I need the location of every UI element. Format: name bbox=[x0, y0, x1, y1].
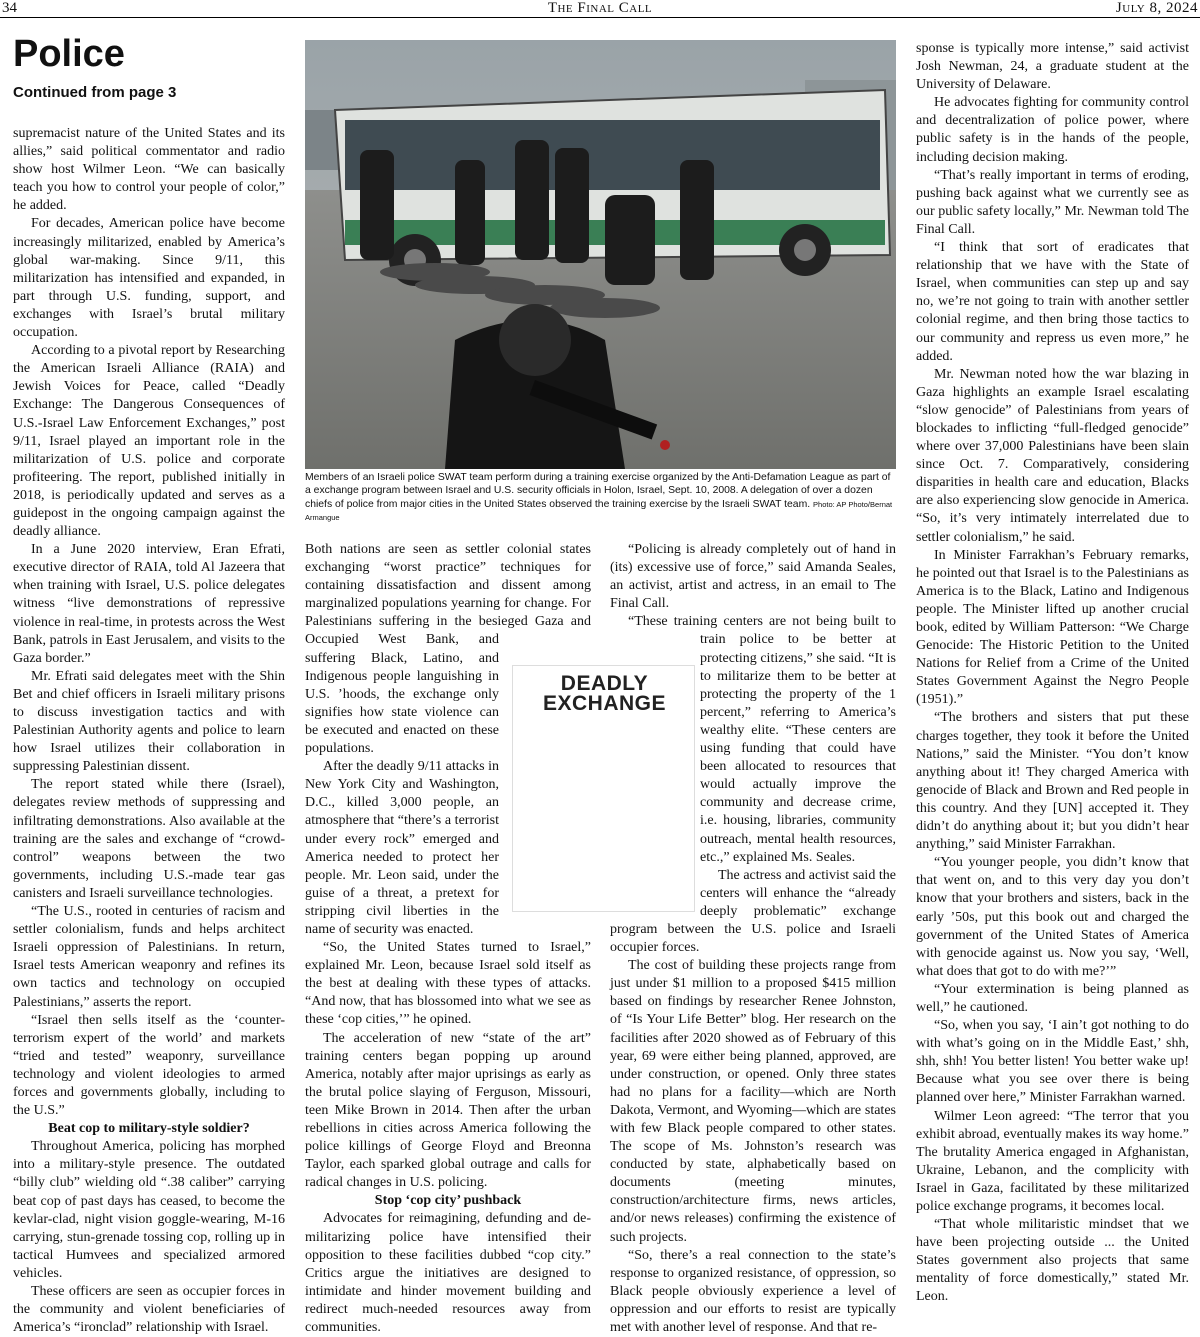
report-title-line-1: DEADLY bbox=[560, 672, 649, 695]
paragraph: “Israel then sells itself as the ‘counter-terrorism expert of the world’ and markets “tried and tested” weaponry, surveillance technology and violent ideologies to armed forces and governments globally, including to the U.S.” bbox=[13, 1012, 285, 1119]
issue-date: July 8, 2024 bbox=[1115, 0, 1198, 16]
report-cover-title bbox=[513, 674, 696, 714]
paragraph: The acceleration of new “state of the art” training centers began popping up around America, notably after major uprisings as early as the brutal police slaying of Ferguson, Missouri, teen Mike Brown in 2014. Then after the urban rebellions in cities across America following the police killings of George Floyd and Breonna Taylor, each sparked global outrage and calls for radical changes in U.S. policing. bbox=[305, 1030, 591, 1191]
paragraph: According to a pivotal report by Researching the American Israeli Alliance (RAIA) and Jewish Voices for Peace, called “Deadly Exchange: The Dangerous Consequences of U.S.-Israel Law Enforcement Exchanges,” post 9/11, Israel played an important role in the militarization of U.S. police and corporate profiteering. The report, published initially in 2018, is periodically updated and serves as a guidepost in the ongoing campaign against the deadly alliance. bbox=[13, 343, 285, 540]
paragraph: “The brothers and sisters that put these charges together, they took it before the United Nations,” said the Minister. “You don’t know anything about it! They charged America with genocide of Black and Brown and Red people in this country. And they [UN] accepted it. They didn’t do anything about it; but you didn’t hear anything,” said Minister Farrakhan. bbox=[916, 710, 1189, 853]
paragraph: The cost of building these projects range from just under $1 million to a proposed $415 million based on findings by researcher Renee Johnston, of “Is Your Life Better” blog. Her research on the facilities after 2020 showed as of February of this year, 69 were either being planned, approved, are under construction, or opened. Only three states had no plans for a facility—which are North Dakota, Vermont, and Wyoming—which are states with few Black people compared to other states. The scope of Ms. Johnston’s research was conducted by state, alphabetically based on documents (meeting minutes, construction/architecture firms, news articles, and/or news releases) confirming the existence of such projects. bbox=[610, 958, 896, 1245]
paragraph: Mr. Newman noted how the war blazing in Gaza highlights an example Israel escalating “slow genocide” of Palestinians from years of blockades to inflicting “full-fledged genocide” where over 37,000 Palestinians have been slain since Oct. 7. Comparatively, considering disparities in health care and education, Blacks are also experiencing slow genocide in America. “So, it’s very intimately interrelated due to settler colonialism,” he said. bbox=[916, 366, 1189, 545]
paragraph: “Your extermination is being planned as well,” he cautioned. bbox=[916, 981, 1189, 1015]
report-title-line-2: EXCHANGE bbox=[542, 692, 667, 715]
paragraph: The actress and activist said the centers will enhance the “already deeply problematic” exchange program between the U.S. police and Israeli occupier forces. bbox=[610, 867, 896, 956]
paragraph: “These training centers are not being built to train police to be better at protecting citizens,” she said. “It is to militarize them to be better at protecting the property of the 1 percent,” referring to America’s wealthy elite. “These centers are using funding that could have been allocated to resources that would actually improve the community and decrease crime, i.e. housing, libraries, community outreach, mental health resources, etc.,” explained Ms. Seales. bbox=[628, 614, 896, 865]
paragraph: “The U.S., rooted in centuries of racism and settler colonialism, funds and helps architect Israeli oppression of Palestinians. In return, Israel tests American weaponry and refines its own tactics and technology on occupied Palestinians,” asserts the report. bbox=[13, 904, 285, 1010]
caption-text: Members of an Israeli police SWAT team perform during a training exercise organized by the Anti-Defamation League as part of a exchange program between Israel and U.S. security officials in Holon, Israel, Sept. 10, 2008. A delegation of over a dozen chiefs of police from major cities in the United States observed the training exercise by the Israeli SWAT team. bbox=[305, 472, 891, 510]
section-heading: Police bbox=[13, 33, 125, 75]
paragraph: “That whole militaristic mindset that we have been projecting outside ... the United States government also projects that same mentality of force domestically,” stated Mr. Leon. bbox=[916, 1217, 1189, 1305]
paragraph: Both nations are seen as settler colonial states exchanging “worst practice” techniques for containing dissatisfaction and dissent among marginalized populations yearning for change. For Palestinians suffering in the besieged Gaza and Occupied West Bank, and suffering Black, Latino, and Indigenous people languishing in U.S. ’hoods, the exchange only signifies how state violence can be executed and enacted on these populations. bbox=[305, 542, 591, 757]
paragraph: “So, when you say, ‘I ain’t got nothing to do with what’s going on in the Middle East,’ shh, shh, shh! You better listen! You better wake up! Because what you see over there is being planned over here,” Minister Farrakhan warned. bbox=[916, 1018, 1189, 1106]
paragraph: “You younger people, you didn’t know that that went on, and to this very day you don’t know that your brothers and sisters, back in the early ’50s, put this book out and charged the government of the United States of America with genocide against us. Now you say, ‘Well, what does that got to do with me?’” bbox=[916, 855, 1189, 979]
deadly-exchange-report-cover bbox=[512, 665, 695, 912]
paragraph: “I think that sort of eradicates that relationship that we have with the State of Israel, when communities can step up and say no, we’re not going to train with another settler colonial regime, and then bring those tactics to our community and repress us even more,” he added. bbox=[916, 240, 1189, 364]
paragraph: For decades, American police have become increasingly militarized, enabled by America’s global war-making. Since 9/11, this militarization has intensified and expanded, in part through U.S. funding, support, and exchanges with Israel’s brutal military occupation. bbox=[13, 216, 285, 341]
paragraph: “So, the United States turned to Israel,” explained Mr. Leon, because Israel sold itself as the best at dealing with these types of attacks. “And now, that has blossomed into what we see as these ‘cop cities,’” he opined. bbox=[305, 940, 591, 1028]
page-number: 34 bbox=[2, 0, 17, 16]
paragraph: Advocates for reimagining, defunding and de-militarizing police have intensified their opposition to these facilities dubbed “cop city.” Critics argue the initiatives are designed to intimidate and hinder movement building and redirect much-needed resources away from communities. bbox=[305, 1211, 591, 1336]
paragraph: Mr. Efrati said delegates meet with the Shin Bet and chief officers in Israeli military prisons to discuss investigation tactics and with Palestinian Authority agents and police to learn how Israel utilizes their collaboration in suppressing Palestinian dissent. bbox=[13, 668, 285, 775]
article-column-4 bbox=[916, 40, 1189, 1305]
swat-training-photo bbox=[305, 40, 896, 469]
paragraph: “So, there’s a real connection to the state’s response to organized resistance, of oppression, so Black people obviously experience a level of oppression and our efforts to resist are typically met with another level of response. And that re- bbox=[610, 1247, 896, 1336]
continued-label: Continued from page 3 bbox=[13, 84, 177, 101]
paragraph: In a June 2020 interview, Eran Efrati, executive director of RAIA, told Al Jazeera that when training with Israel, U.S. police delegates witness “live demonstrations of repressive violence in real-time, in protests across the West Bank, patrols in East Jerusalem, and visits to the Gaza border.” bbox=[13, 542, 285, 666]
paragraph: sponse is typically more intense,” said activist Josh Newman, 24, a graduate student at the University of Delaware. bbox=[916, 41, 1189, 93]
page-header bbox=[0, 0, 1200, 18]
article-column-1 bbox=[13, 125, 285, 1336]
article-column-2 bbox=[305, 541, 591, 1336]
paragraph: In Minister Farrakhan’s February remarks, he pointed out that Israel is to the Palestinians as America is to the Black, Latino and Indigenous people. The Minister lifted up another crucial book, edited by William Patterson: “We Charge Genocide: The Historic Petition to the United Nations for Relief from a Crime of the United States Government Against the Negro People (1951).” bbox=[916, 547, 1189, 708]
paragraph: “That’s really important in terms of eroding, pushing back against what we currently see as our public safety locally,” Mr. Newman told The Final Call. bbox=[916, 167, 1189, 237]
photo-credit: Photo: AP Photo/Bernat Armangue bbox=[305, 499, 893, 522]
paragraph: The report stated while there (Israel), delegates review methods of suppressing and infiltrating demonstrations. Also available at the training are the sales and exchange of “crowd-control” weapons between the two governments, including U.S.-made tear gas canisters and Israeli surveillance technologies. bbox=[13, 777, 285, 901]
newspaper-title: The Final Call bbox=[547, 0, 653, 16]
paragraph: After the deadly 9/11 attacks in New York City and Washington, D.C., killed 3,000 people, an atmosphere that “there’s a terrorist under every rock” emerged and America needed to protect her people. Mr. Leon said, under the guise of a threat, a pretext for stripping civil liberties in the name of security was enacted. bbox=[305, 759, 499, 937]
paragraph: He advocates fighting for community control and decentralization of police power, where public safety is in the hands of the people, including decision making. bbox=[916, 95, 1189, 165]
paragraph: “Policing is already completely out of hand in (its) excessive use of force,” said Amanda Seales, an activist, artist and actress, in an email to The Final Call. bbox=[610, 542, 896, 612]
photo-illustration bbox=[305, 40, 896, 469]
subheading: Beat cop to military-style soldier? bbox=[48, 1121, 250, 1137]
photo-caption bbox=[305, 471, 896, 524]
article-column-3 bbox=[610, 541, 896, 1336]
paragraph: supremacist nature of the United States and its allies,” said political commentator and radio show host Wilmer Leon. “We can basically teach you how to control your people of color,” he added. bbox=[13, 126, 285, 214]
paragraph: Wilmer Leon agreed: “The terror that you exhibit abroad, eventually makes its way home.” The brutality America engaged in Afghanistan, Ukraine, Lebanon, and the complicity with Israel in Gaza, facilitated by these militarized police exchange programs, it becomes local. bbox=[916, 1108, 1189, 1214]
subheading: Stop ‘cop city’ pushback bbox=[374, 1193, 522, 1209]
paragraph: Throughout America, policing has morphed into a military-style presence. The outdated “billy club” wielding old “.38 caliber” carrying beat cop of past days has ceased, to become the kevlar-clad, night vision goggle-wearing, M-16 carrying, stun-grenade tossing cop, rolling up in tactical Humvees and specialized armored vehicles. bbox=[13, 1139, 285, 1281]
paragraph: These officers are seen as occupier forces in the community and violent beneficiaries of America’s “ironclad” relationship with Israel. bbox=[13, 1284, 285, 1336]
